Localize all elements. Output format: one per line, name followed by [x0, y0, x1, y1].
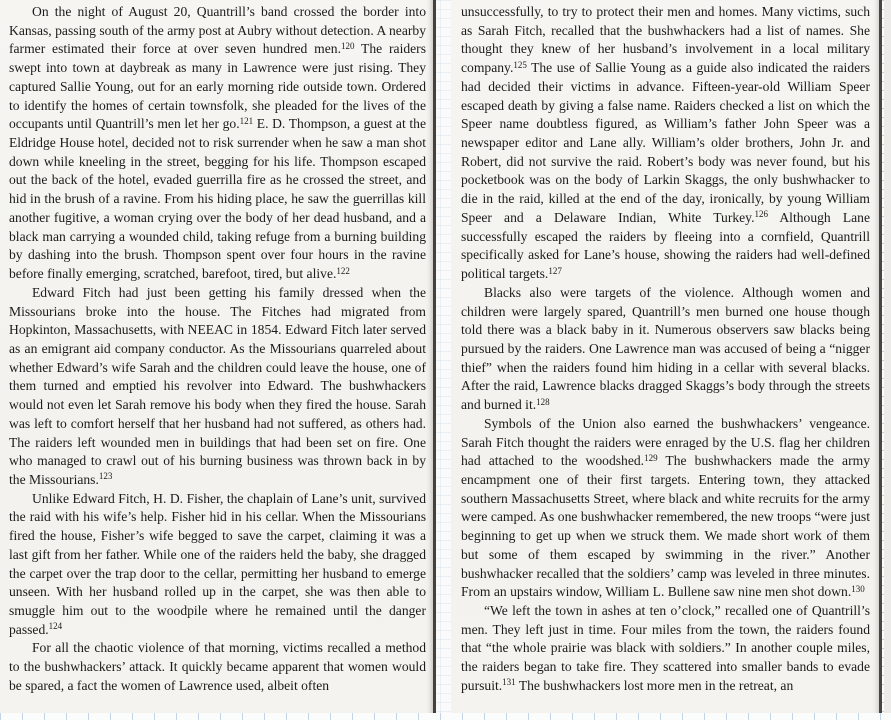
left-page-scan	[0, 0, 436, 713]
text-column-right	[451, 0, 879, 696]
page-edge-sliver	[884, 0, 891, 713]
paragraph: On the night of August 20, Quantrill’s band crossed the border into Kansas, passing south of the army post at Aubry without detection. A nearby farmer estimated their force at over seven hundred men.$^{120}$ The raiders swept into town at daybreak as many in Lawrence were just rising. They captured Sallie Young, out for an early morning ride outside town. Ordered to identify the homes of certain townsfolk, she pleaded for the lives of the occupants until Quantrill’s men let her go.$^{121}$ E. D. Thompson, a guest at the Eldridge House hotel, decided not to risk surrender when he saw a man shot down while kneeling in the street, begging for his life. Thompson escaped out the back of the hotel, evaded guerrilla fire as he crossed the street, and hid in the brush of a ravine. From his hiding place, he saw the guerrillas kill another fugitive, a woman crying over the body of her dead husband, and a black man carrying a wounded child, taking refuge from a burning building by dashing into the brush. Thompson spent over four hours in the ravine before finally emerging, scratched, barefoot, tired, but alive.$^{122}$	[9, 4, 427, 282]
page-gutter	[436, 0, 451, 713]
footnote-ref: 121	[239, 115, 254, 126]
footnote-ref: 127	[548, 265, 562, 276]
paragraph: Unlike Edward Fitch, H. D. Fisher, the chaplain of Lane’s unit, survived the raid with his wife’s help. Fisher hid in his cellar. When the Missourians fired the house, Fisher’s wife begged to save the carpet, claiming it was a last gift from her father. While one of the raiders held the baby, she dragged the carpet over the trap door to the cellar, permitting her husband to emerge unseen. With her husband rolled up in the carpet, she was then able to smuggle him out to the woodpile where he remained until the danger passed.$^{124}$	[9, 490, 426, 637]
paragraph: Edward Fitch had just been getting his family dressed when the Missourians broke into the house. The Fitches had migrated from Hopkinton, Massachusetts, with NEEAC in 1854. Edward Fitch later served as an emigrant aid company conductor. As the Missourians quarreled about whether Edward’s wife Sarah and the children could leave the house, one of them turned and emptied his revolver into Edward. The bushwhackers would not even let Sarah remove his body when they fired the house. Sarah was left to comfort herself that her husband had not suffered, as others had. The raiders left wounded men in buildings that had been set on fire. One who managed to crawl out of his burning business was thrown back in by the Missourians.$^{123}$	[9, 284, 426, 487]
paragraph: Symbols of the Union also earned the bushwhackers’ vengeance. Sarah Fitch thought the raiders were enraged by the U.S. flag her children had attached to the woodshed.$^{129}$ The bushwhackers made the army encampment one of their first targets. Entering town, they attacked southern Massachusetts Street, where black and white recruits for the army were camped. As one bushwhacker remembered, the new troops “were just beginning to get up when we struck them. We made short work of them but some of them escaped by swimming in the river.” Another bushwhacker recalled that the soldiers’ camp was leveled in three minutes. From an upstairs window, William L. Bullene saw nine men shot down.$^{130}$	[461, 415, 870, 600]
footnote-ref: 130	[851, 583, 865, 594]
footnote-ref: 122	[336, 265, 350, 276]
footnote-ref: 128	[536, 396, 550, 407]
paragraph: Blacks also were targets of the violence. Although women and children were largely spared, Quantrill’s men burned one house though told there was a black baby in it. Numerous observers saw blacks being pursued by the raiders. One Lawrence man was accused of being a “nigger thief” when the raiders found him hiding in a cellar with several blacks. After the raid, Lawrence blacks dragged Skaggs’s body through the streets and burned it.$^{128}$	[461, 284, 870, 413]
right-page-scan	[451, 0, 882, 713]
footnote-ref: 129	[644, 452, 658, 463]
footnote-ref: 131	[502, 677, 516, 688]
text-column-left	[0, 0, 433, 696]
footnote-ref: 120	[340, 40, 355, 51]
footnote-ref: 123	[98, 471, 113, 482]
footnote-ref: 126	[754, 209, 768, 220]
paragraph: “We left the town in ashes at ten o’clock,” recalled one of Quantrill’s men. They left just in time. Four miles from the town, the raiders found that “the whole prairie was black with soldiers.” In another couple miles, the raiders began to take fire. They scattered into smaller bands to evade pursuit.$^{131}$ The bushwhackers lost more men in the retreat, an	[461, 603, 870, 693]
paragraph: unsuccessfully, to try to protect their men and homes. Many victims, such as Sarah Fitch, recalled that the bushwhackers had a list of names. She thought they knew of her husband’s involvement in a local military company.$^{125}$ The use of Sallie Young as a guide also indicated the raiders had decided their victims in advance. Fifteen-year-old William Speer escaped death by giving a false name. Raiders checked a list on which the Speer name doubtless figured, as William’s father John Speer was a newspaper editor and Lane ally. William’s older brothers, John Jr. and Robert, did not survive the raid. Robert’s body was never found, but his pocketbook was on the body of Larkin Skaggs, the only bushwhacker to die in the raid, killed at the end of the day, ironically, by young William Speer and a Delaware Indian, White Turkey.$^{126}$ Although Lane successfully escaped the raiders by fleeing into a cornfield, Quantrill specifically asked for Lane’s house, showing the raiders had well-defined political targets.$^{127}$	[461, 4, 870, 282]
footnote-ref: 125	[513, 59, 527, 70]
footnote-ref: 124	[48, 621, 63, 632]
paragraph: For all the chaotic violence of that morning, victims recalled a method to the bushwhackers’ attack. It quickly became apparent that women would be spared, a fact the women of Lawrence used, albeit often	[9, 640, 426, 693]
